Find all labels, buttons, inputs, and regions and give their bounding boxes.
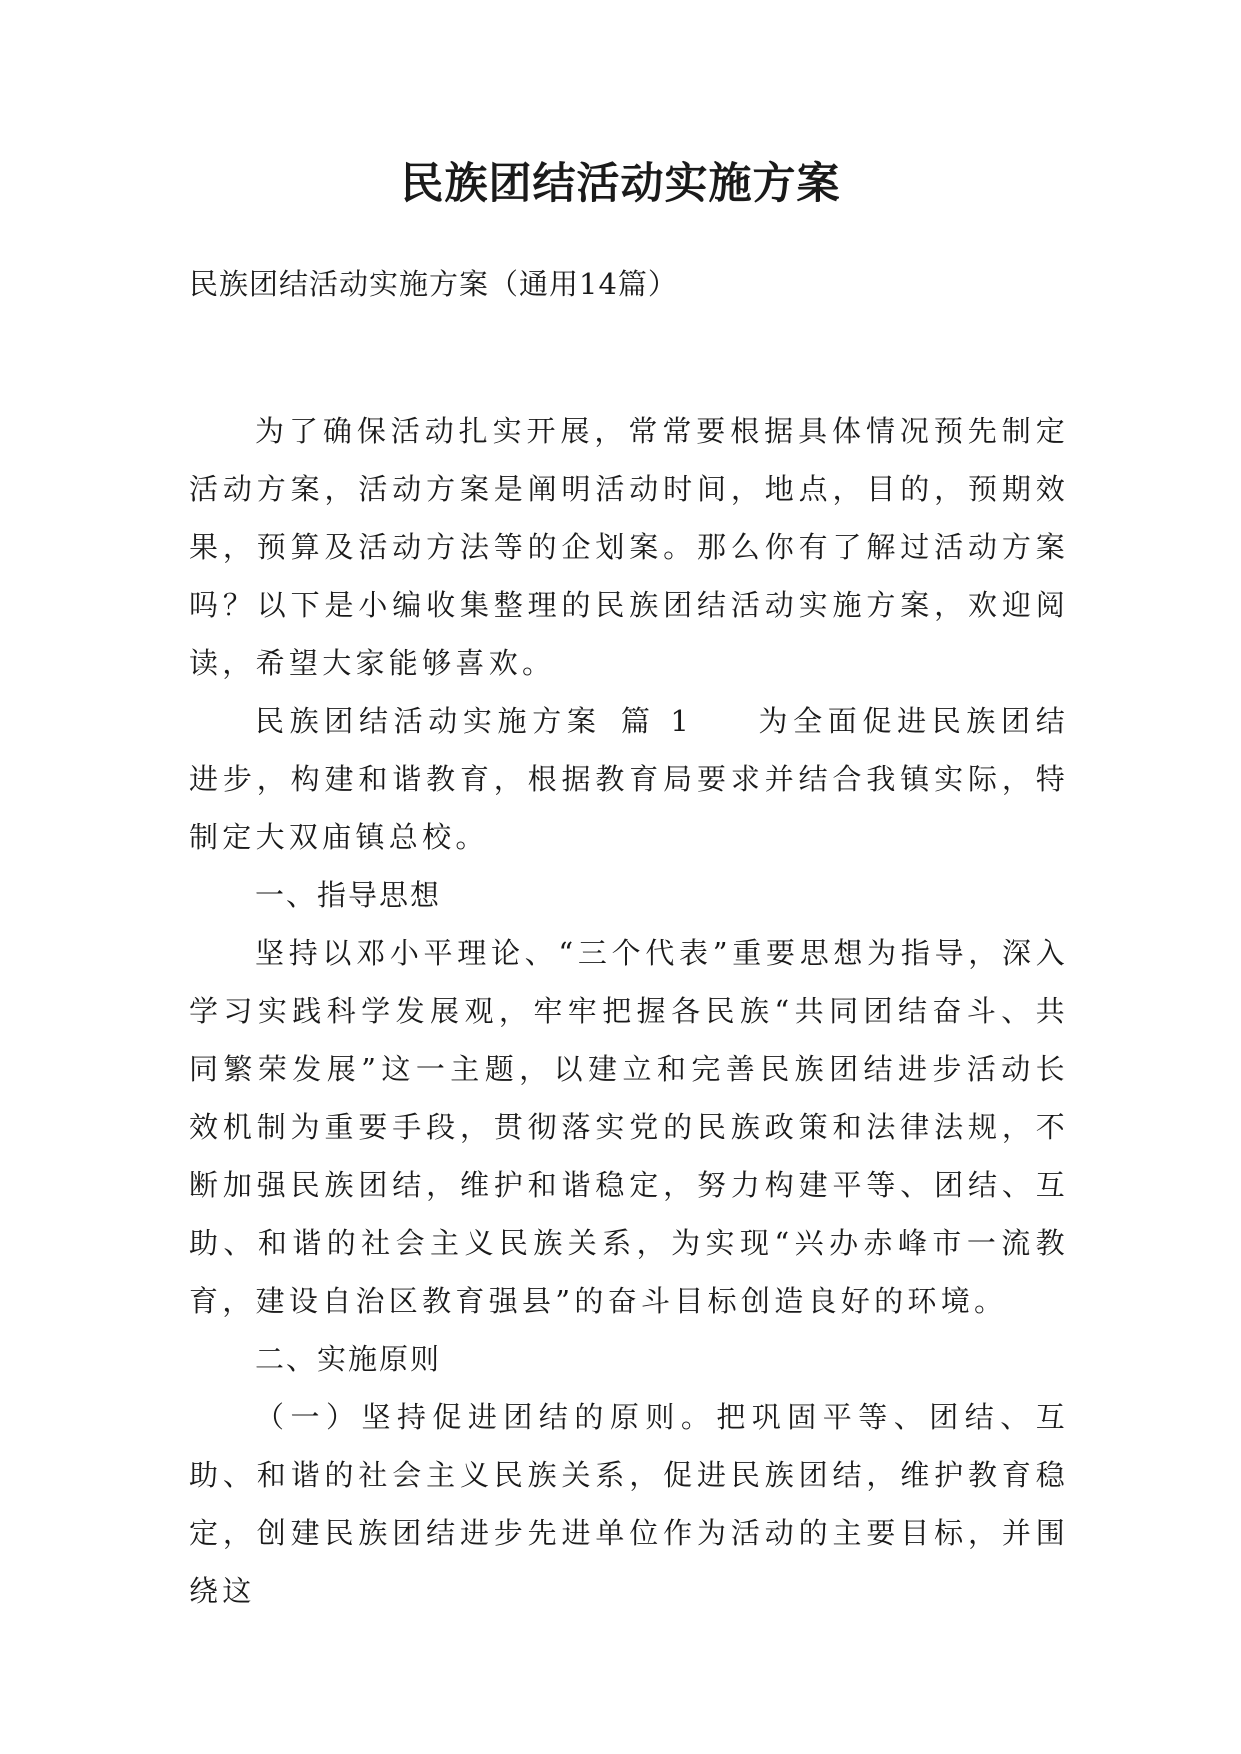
- document-title: 民族团结活动实施方案: [400, 159, 841, 209]
- section-1-text: 为全面促进民族团结进步，构建和谐教育，根据教育局要求并结合我镇实际，特制定大双庙镇总校。: [189, 704, 1069, 854]
- section-1-number: 篇 1: [619, 704, 694, 738]
- intro-paragraph: 为了确保活动扎实开展，常常要根据具体情况预先制定活动方案，活动方案是阐明活动时间，地点，目的，预期效果，预算及活动方法等的企划案。那么你有了解过活动方案吗？以下是小编收集整理的民族团结活动实施方案，欢迎阅读，希望大家能够喜欢。: [189, 414, 1069, 680]
- heading-guiding-thought: 一、指导思想: [255, 878, 442, 912]
- document-subtitle: 民族团结活动实施方案（通用14篇）: [189, 267, 678, 301]
- principle-1-paragraph: （一）坚持促进团结的原则。把巩固平等、团结、互助、和谐的社会主义民族关系，促进民族团结，维护教育稳定，创建民族团结进步先进单位作为活动的主要目标，并围绕这: [189, 1400, 1069, 1608]
- guiding-thought-paragraph: 坚持以邓小平理论、“三个代表”重要思想为指导，深入学习实践科学发展观，牢牢把握各民族“共同团结奋斗、共同繁荣发展”这一主题，以建立和完善民族团结进步活动长效机制为重要手段，贯彻落实党的民族政策和法律法规，不断加强民族团结，维护和谐稳定，努力构建平等、团结、互助、和谐的社会主义民族关系，为实现“兴办赤峰市一流教育，建设自治区教育强县”的奋斗目标创造良好的环境。: [189, 936, 1069, 1318]
- document-body: [189, 402, 1069, 1620]
- heading-principles: 二、实施原则: [255, 1342, 442, 1376]
- section-1-paragraph: [189, 692, 1069, 866]
- section-1-label: 民族团结活动实施方案: [255, 704, 602, 738]
